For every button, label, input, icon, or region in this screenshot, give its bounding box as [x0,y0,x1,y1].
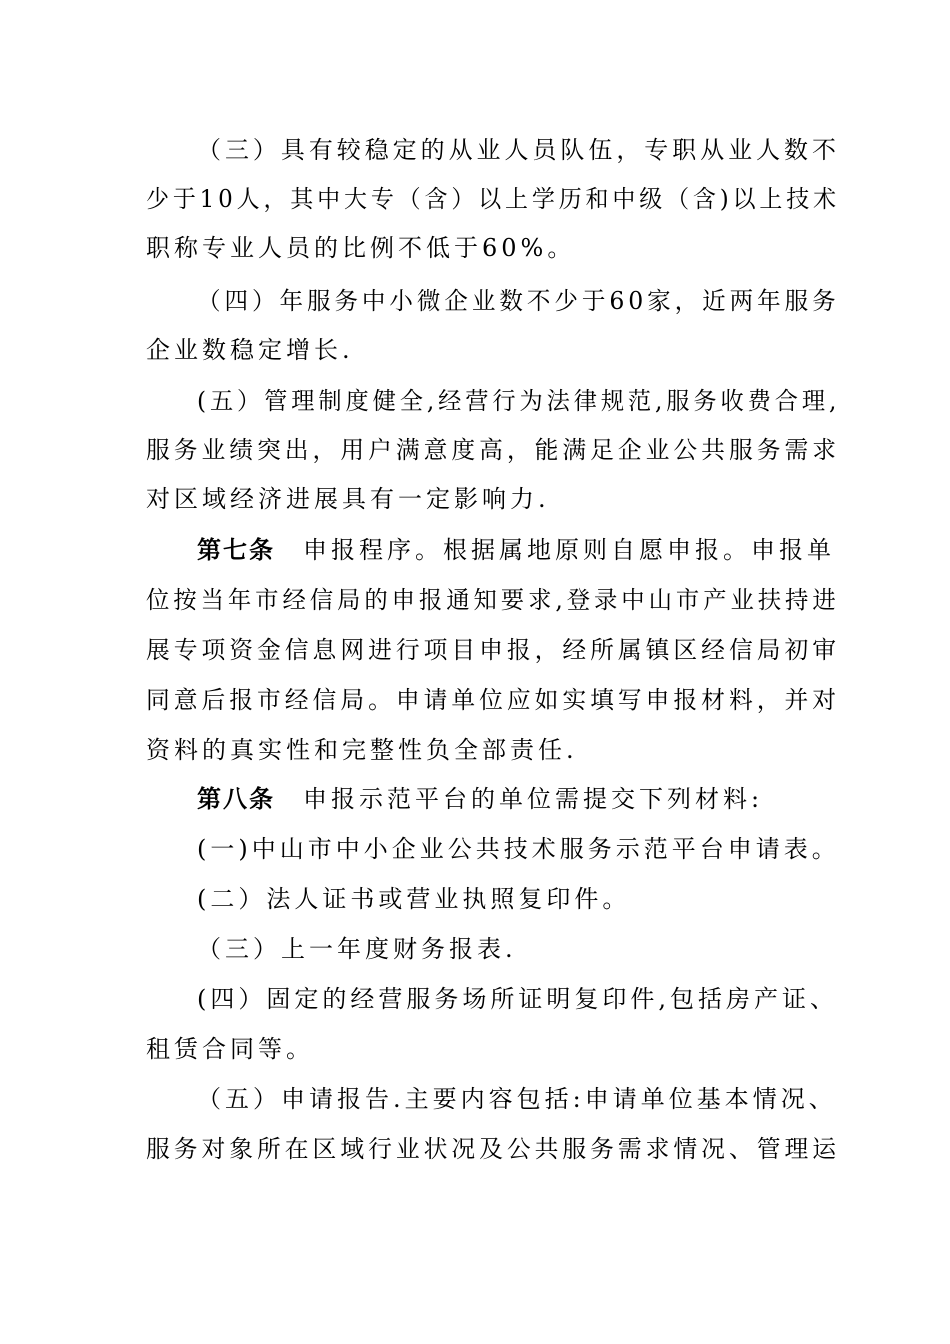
line-text: 申报示范平台的单位需提交下列材料: [275,785,764,813]
line-text: (一)中山市中小企业公共技术服务示范平台申请表。 [197,835,840,863]
text-line [146,179,840,219]
line-text: （四）年服务中小微企业数不少于60家，近两年服务 [197,287,840,315]
article-number: 第七条 [197,536,275,564]
line-text: 资料的真实性和完整性负全部责任. [146,736,578,764]
line-text: 申报程序。根据属地原则自愿申报。申报单 [275,536,835,564]
line-text: （三）具有较稳定的从业人员队伍，专职从业人数不 [197,136,840,164]
article-heading-line [197,530,835,570]
article-number: 第八条 [197,785,275,813]
text-line [197,281,840,321]
text-line [197,879,630,919]
line-text: 位按当年市经信局的申报通知要求,登录中山市产业扶持进 [146,586,840,614]
text-line [146,580,840,620]
line-text: 对区域经济进展具有一定影响力. [146,485,550,513]
text-line [146,730,578,770]
line-text: 职称专业人员的比例不低于60%。 [146,234,576,262]
text-line [146,1129,840,1169]
text-line [146,330,354,370]
text-line [146,680,840,720]
text-line [197,1079,837,1119]
line-text: (四）固定的经营服务场所证明复印件,包括房产证、 [197,985,838,1013]
line-text: 服务对象所在区域行业状况及公共服务需求情况、管理运 [146,1135,840,1163]
text-line [197,829,840,869]
line-text: (五）管理制度健全,经营行为法律规范,服务收费合理, [197,387,841,415]
line-text: （三）上一年度财务报表. [197,935,517,963]
text-line [146,630,840,670]
line-text: 服务业绩突出，用户满意度高，能满足企业公共服务需求 [146,436,840,464]
text-line [146,430,840,470]
text-line [197,381,840,421]
text-line [197,979,838,1019]
line-text: 企业数稳定增长. [146,336,354,364]
text-line [146,228,575,268]
text-line [197,130,840,170]
text-line [146,479,550,519]
text-line [146,1029,314,1069]
line-text: 同意后报市经信局。申请单位应如实填写申报材料，并对 [146,686,840,714]
text-line [197,929,517,969]
line-text: 少于10人，其中大专（含）以上学历和中级（含)以上技术 [146,185,840,213]
line-text: （五）申请报告.主要内容包括:申请单位基本情况、 [197,1085,837,1113]
line-text: 展专项资金信息网进行项目申报，经所属镇区经信局初审 [146,636,840,664]
line-text: (二）法人证书或营业执照复印件。 [197,885,631,913]
article-heading-line [197,779,763,819]
line-text: 租赁合同等。 [146,1035,314,1063]
